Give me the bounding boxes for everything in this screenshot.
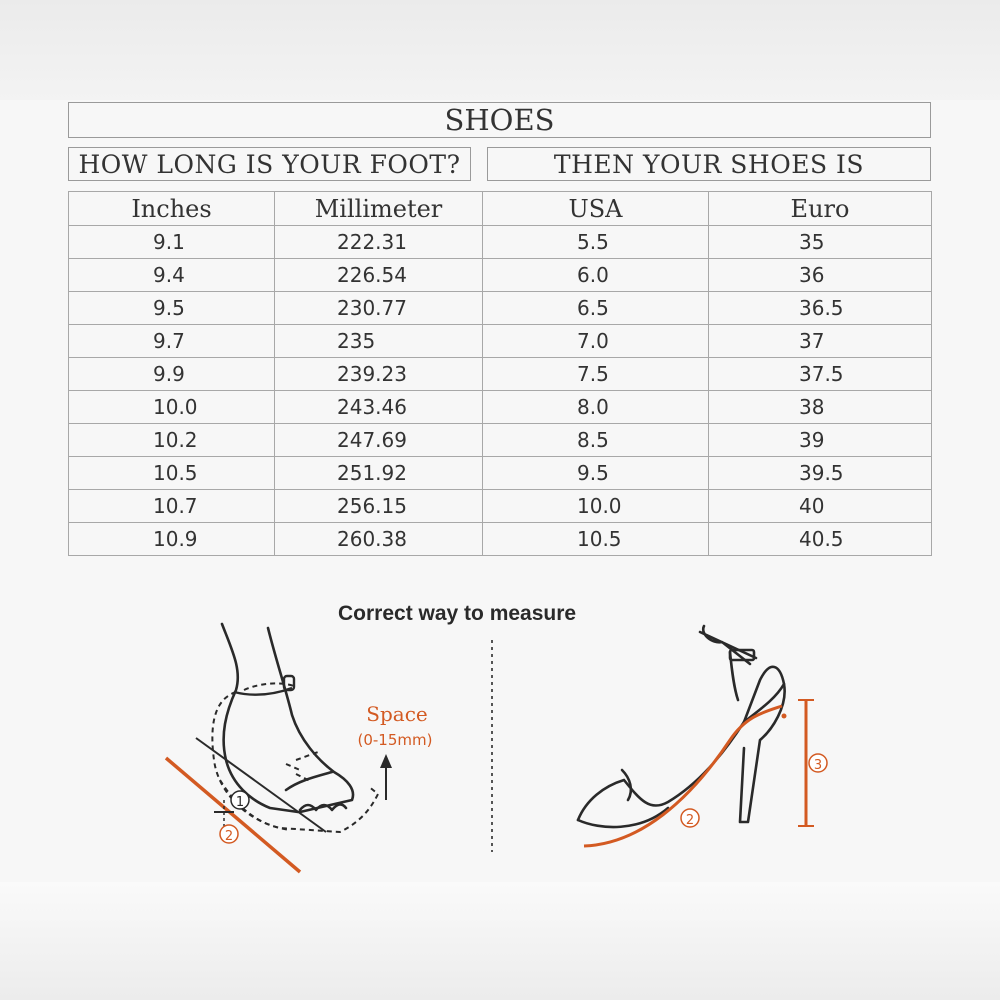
cell-millimeter: 251.92 xyxy=(275,457,483,490)
shoe-size-header: THEN YOUR SHOES IS xyxy=(487,147,931,181)
column-header-euro: Euro xyxy=(709,192,932,226)
cell-usa: 10.0 xyxy=(483,490,709,523)
cell-usa: 7.5 xyxy=(483,358,709,391)
foot-icon xyxy=(222,624,353,812)
svg-text:2: 2 xyxy=(685,813,695,828)
svg-text:3: 3 xyxy=(813,758,823,773)
cell-usa: 6.5 xyxy=(483,292,709,325)
chart-title: SHOES xyxy=(68,102,931,138)
cell-usa: 8.0 xyxy=(483,391,709,424)
cell-euro: 37.5 xyxy=(709,358,932,391)
cell-euro: 35 xyxy=(709,226,932,259)
column-header-millimeter: Millimeter xyxy=(275,192,483,226)
cell-euro: 39.5 xyxy=(709,457,932,490)
cell-euro: 36 xyxy=(709,259,932,292)
svg-text:2: 2 xyxy=(224,829,234,844)
cell-usa: 5.5 xyxy=(483,226,709,259)
measure-title: Correct way to measure xyxy=(338,602,577,625)
cell-inches: 10.2 xyxy=(69,424,275,457)
measure-line-heel xyxy=(584,706,782,846)
cell-inches: 10.9 xyxy=(69,523,275,556)
cell-usa: 6.0 xyxy=(483,259,709,292)
high-heel-icon xyxy=(578,626,785,827)
cell-millimeter: 247.69 xyxy=(275,424,483,457)
space-label: Space xyxy=(366,702,428,726)
column-header-inches: Inches xyxy=(69,192,275,226)
arrow-up-icon xyxy=(380,754,392,768)
svg-text:1: 1 xyxy=(235,795,245,810)
cell-inches: 9.5 xyxy=(69,292,275,325)
measure-line-1 xyxy=(196,738,326,832)
cell-millimeter: 256.15 xyxy=(275,490,483,523)
space-range: (0-15mm) xyxy=(357,731,433,749)
column-header-usa: USA xyxy=(483,192,709,226)
cell-millimeter: 226.54 xyxy=(275,259,483,292)
cell-euro: 38 xyxy=(709,391,932,424)
cell-millimeter: 222.31 xyxy=(275,226,483,259)
cell-inches: 9.4 xyxy=(69,259,275,292)
cell-euro: 40 xyxy=(709,490,932,523)
cell-usa: 9.5 xyxy=(483,457,709,490)
cell-inches: 9.9 xyxy=(69,358,275,391)
cell-euro: 37 xyxy=(709,325,932,358)
cell-euro: 40.5 xyxy=(709,523,932,556)
foot-length-header: HOW LONG IS YOUR FOOT? xyxy=(68,147,471,181)
cell-millimeter: 230.77 xyxy=(275,292,483,325)
cell-millimeter: 260.38 xyxy=(275,523,483,556)
cell-usa: 8.5 xyxy=(483,424,709,457)
cell-euro: 36.5 xyxy=(709,292,932,325)
cell-inches: 10.7 xyxy=(69,490,275,523)
cell-inches: 10.0 xyxy=(69,391,275,424)
cell-euro: 39 xyxy=(709,424,932,457)
cell-usa: 10.5 xyxy=(483,523,709,556)
cell-usa: 7.0 xyxy=(483,325,709,358)
cell-inches: 9.1 xyxy=(69,226,275,259)
cell-inches: 10.5 xyxy=(69,457,275,490)
cell-millimeter: 239.23 xyxy=(275,358,483,391)
cell-inches: 9.7 xyxy=(69,325,275,358)
cell-millimeter: 243.46 xyxy=(275,391,483,424)
cell-millimeter: 235 xyxy=(275,325,483,358)
